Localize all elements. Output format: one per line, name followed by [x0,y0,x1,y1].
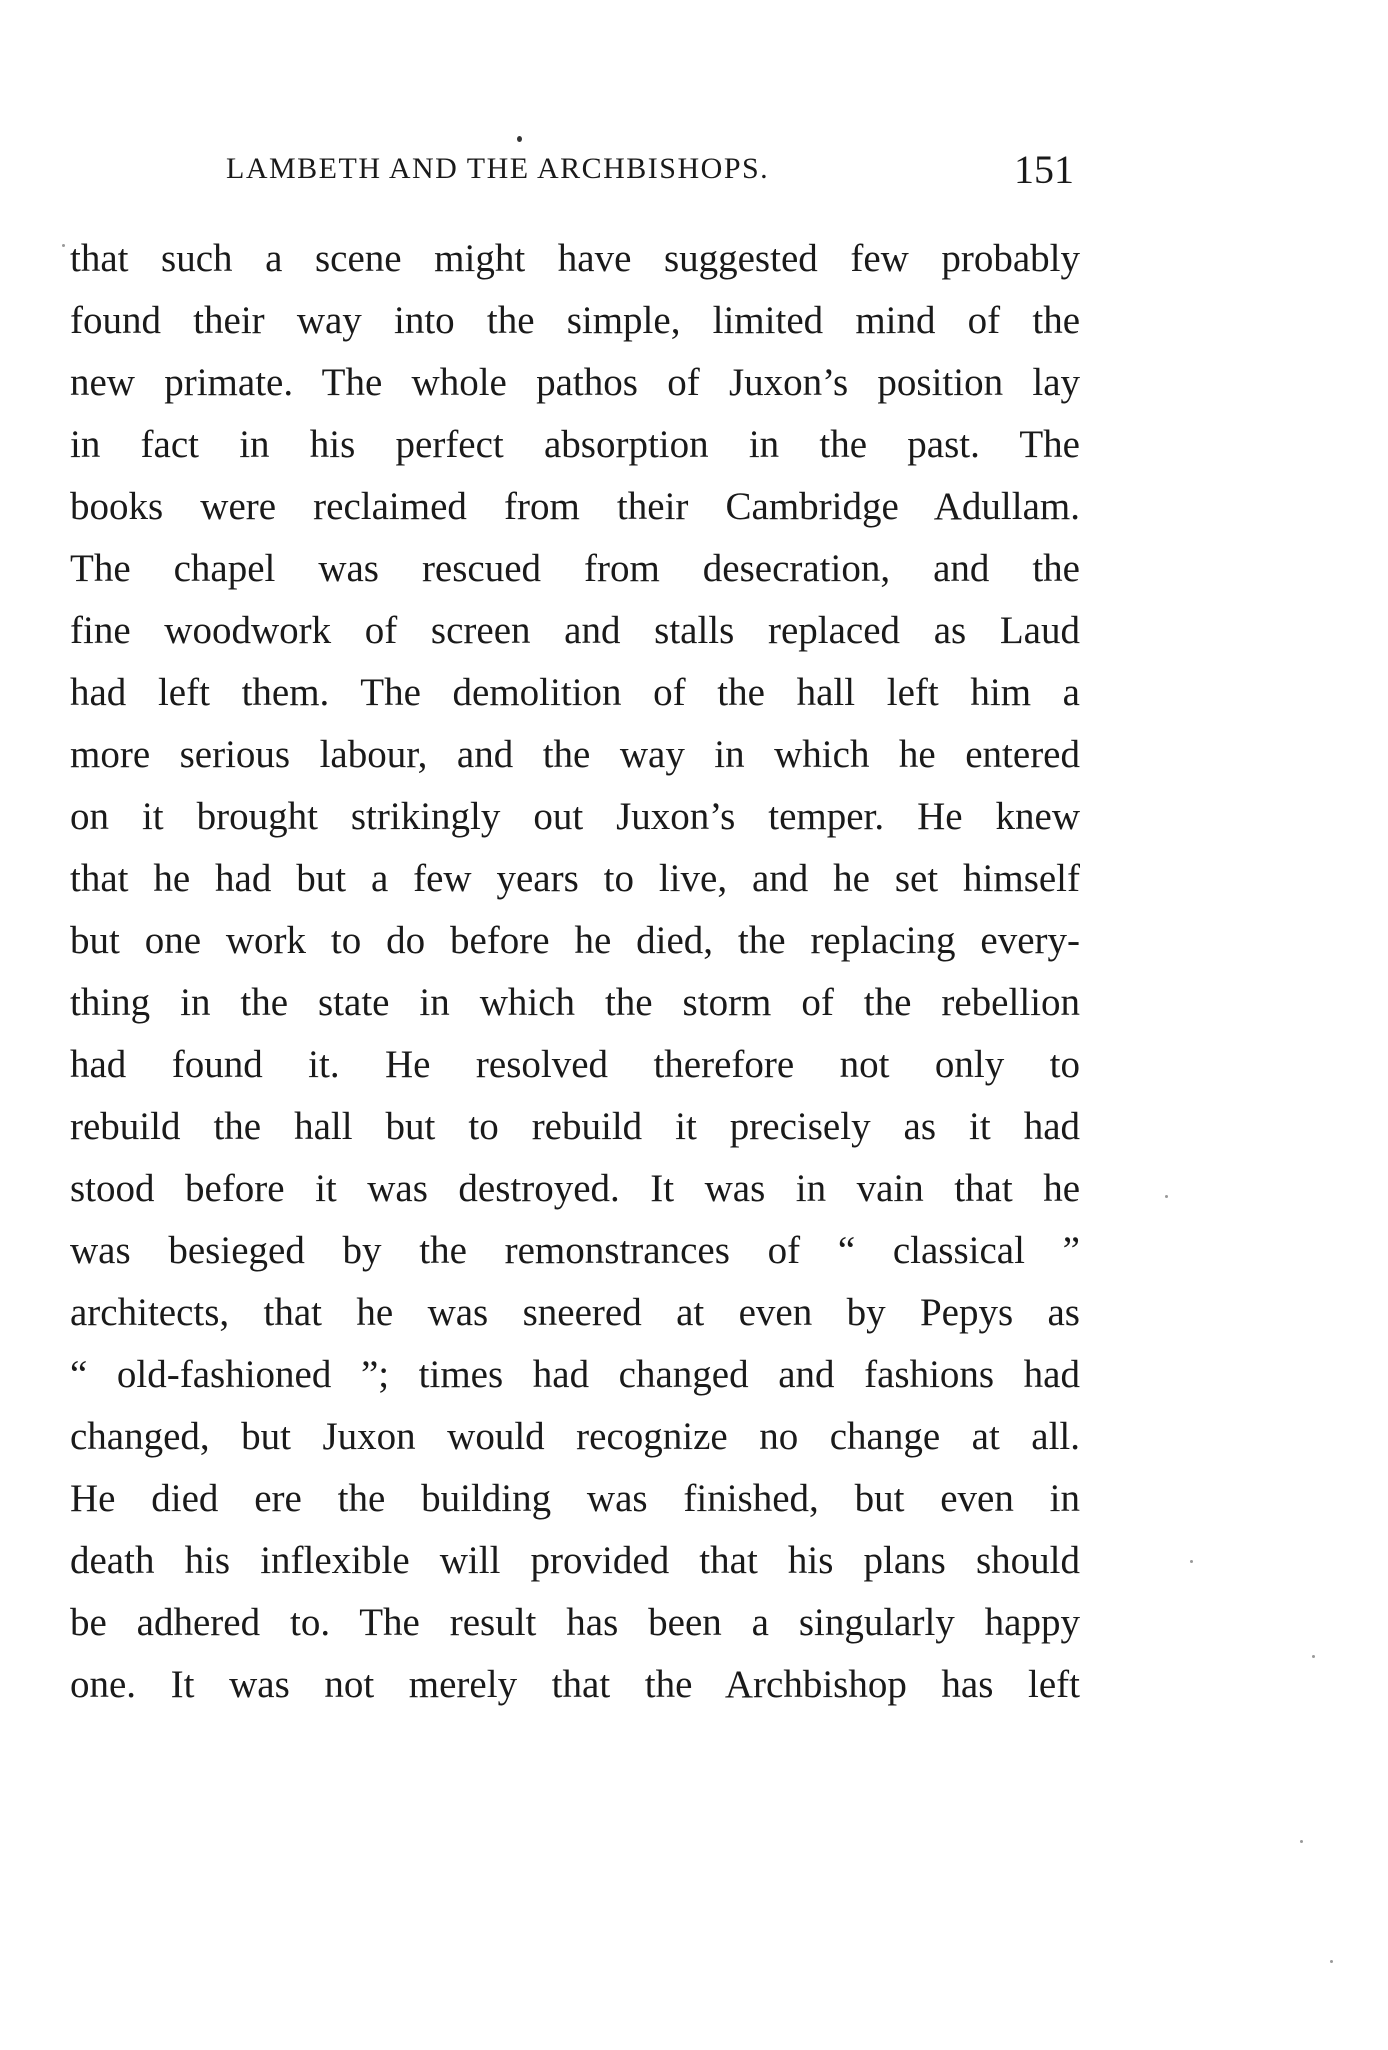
text-line: one. It was not merely that the Archbishop has left [70,1663,1080,1706]
text-line: on it brought strikingly out Juxon’s temper. He knew [70,795,1080,838]
text-line: that he had but a few years to live, and he set himself [70,857,1080,900]
text-line: in fact in his perfect absorption in the past. The [70,423,1080,466]
body-text [70,228,1080,1716]
text-line: “ old-fashioned ”; times had changed and fashions had [70,1353,1080,1396]
scan-speck [1300,1840,1303,1843]
text-line: had left them. The demolition of the hall left him a [70,671,1080,714]
running-head [226,147,1074,192]
text-line: The chapel was rescued from desecration, and the [70,547,1080,590]
scan-speck [517,136,522,142]
text-line: be adhered to. The result has been a singularly happy [70,1601,1080,1644]
text-line: books were reclaimed from their Cambridge Adullam. [70,485,1080,528]
running-title: LAMBETH AND THE ARCHBISHOPS. [226,152,770,185]
text-line: He died ere the building was finished, but even in [70,1477,1080,1520]
text-line: more serious labour, and the way in which he entered [70,733,1080,776]
text-line: stood before it was destroyed. It was in vain that he [70,1167,1080,1210]
text-line: thing in the state in which the storm of the rebellion [70,981,1080,1024]
scan-speck [62,244,65,247]
text-line: new primate. The whole pathos of Juxon’s position lay [70,361,1080,404]
text-line: found their way into the simple, limited mind of the [70,299,1080,342]
text-line: architects, that he was sneered at even by Pepys as [70,1291,1080,1334]
scan-speck [1165,1195,1168,1198]
text-line: rebuild the hall but to rebuild it precisely as it had [70,1105,1080,1148]
text-line: death his inflexible will provided that his plans should [70,1539,1080,1582]
text-line: fine woodwork of screen and stalls replaced as Laud [70,609,1080,652]
text-line: was besieged by the remonstrances of “ classical ” [70,1229,1080,1272]
scan-speck [1190,1560,1193,1563]
page-number: 151 [1014,147,1074,192]
scan-speck [1312,1655,1315,1658]
text-line: had found it. He resolved therefore not only to [70,1043,1080,1086]
text-line: changed, but Juxon would recognize no change at all. [70,1415,1080,1458]
scan-speck [1330,1960,1333,1963]
text-line: that such a scene might have suggested few probably [70,237,1080,280]
text-line: but one work to do before he died, the replacing every- [70,919,1080,962]
